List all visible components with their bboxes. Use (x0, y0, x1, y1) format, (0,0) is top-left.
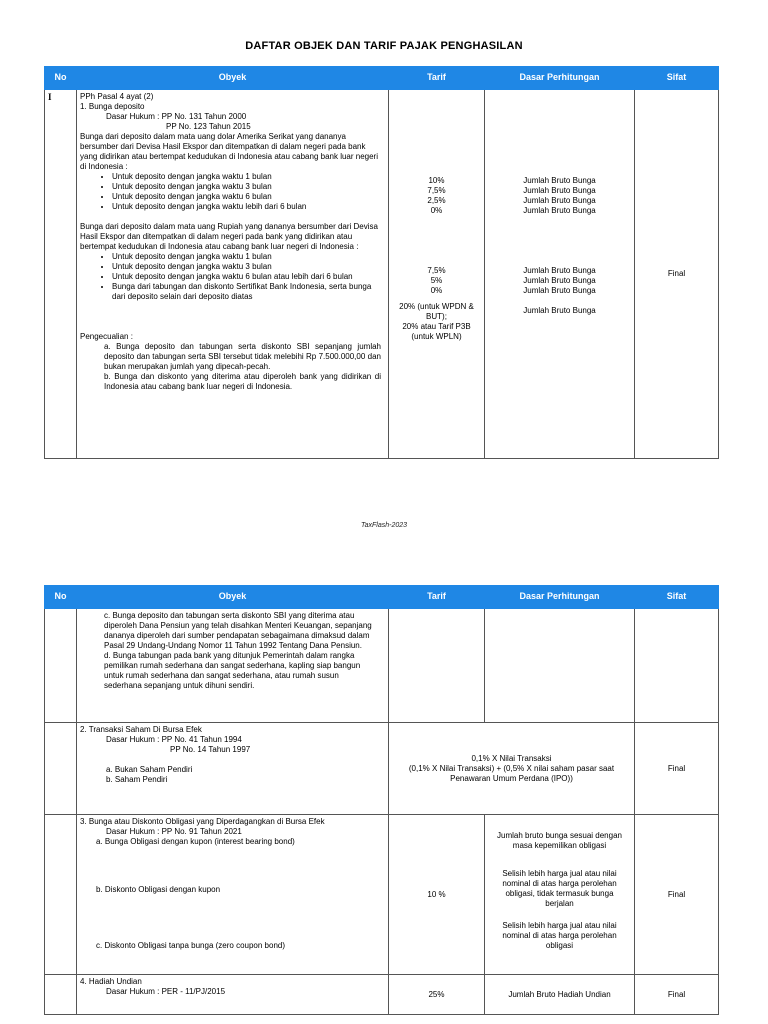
dasar-value: Jumlah Bruto Bunga (523, 306, 596, 315)
item-title: 1. Bunga deposito (80, 102, 145, 111)
dasar-cell (485, 815, 635, 975)
table-row (45, 815, 719, 975)
dasar-cell: Jumlah Bruto Hadiah Undian (485, 975, 635, 1015)
header-sifat: Sifat (635, 586, 719, 609)
footer-label: TaxFlash-2023 (360, 522, 408, 529)
tarif-cell: 25% (389, 975, 485, 1015)
table-row (45, 975, 719, 1015)
dasar-value: Jumlah Bruto Bunga (523, 286, 596, 295)
tarif-cell: 10 % (389, 815, 485, 975)
dasar-value: Selisih lebih harga jual atau nilai nominal di atas harga perolehan obligasi, tidak termasuk bunga berjalan (502, 869, 617, 908)
header-obyek: Obyek (77, 67, 389, 90)
table-row (45, 723, 719, 815)
obyek-cell (77, 723, 389, 815)
legal-basis-2: PP No. 14 Tahun 1997 (170, 745, 251, 754)
dasar-value: Jumlah Bruto Bunga (523, 266, 596, 275)
tarif-value: 7,5% (427, 186, 446, 195)
header-obyek: Obyek (77, 586, 389, 609)
tarif-value: 10% (428, 176, 445, 185)
tarif-value: 7,5% (427, 266, 446, 275)
header-sifat: Sifat (635, 67, 719, 90)
tarif-value: 20% atau Tarif P3B (untuk WPLN) (402, 322, 471, 341)
dasar-value: Jumlah Bruto Bunga (523, 176, 596, 185)
list-item: • Untuk deposito dengan jangka waktu 1 bulan (112, 172, 385, 182)
exception-d: d. Bunga tabungan pada bank yang ditunjuk Pemerintah dalam rangka pemilikan rumah sederhana dan sangat sederhana, kapling siap bangun untuk rumah sederhana dan sangat sederhana, atau rumah susun sederhana sepanjang untuk dihuni sendiri. (104, 651, 361, 690)
paragraph-usd-deposit: Bunga dari deposito dalam mata uang dolar Amerika Serikat yang dananya bersumber dari Devisa Hasil Ekspor dan ditempatkan di dalam negeri pada bank yang didirikan atau bertempat kedudukan di Indonesia atau cabang bank luar negeri di Indonesia : (80, 132, 378, 171)
tarif-value: (0,1% X Nilai Transaksi) + (0,5% X nilai saham pasar saat Penawaran Umum Perdana (IPO)) (408, 763, 615, 783)
dasar-cell (485, 90, 635, 459)
tarif-value: 0% (430, 286, 443, 295)
legal-basis: Dasar Hukum : PP No. 131 Tahun 2000 (106, 112, 247, 121)
list-item: • Untuk deposito dengan jangka waktu 6 bulan (112, 192, 385, 202)
legal-basis-2: PP No. 123 Tahun 2015 (166, 122, 251, 131)
section-heading: PPh Pasal 4 ayat (2) (80, 92, 154, 101)
tarif-value: 0% (430, 206, 443, 215)
exception-b: b. Bunga dan diskonto yang diterima atau diperoleh bank yang didirikan di Indonesia atau cabang bank luar negeri di Indonesia. (104, 372, 381, 391)
page-title: DAFTAR OBJEK DAN TARIF PAJAK PENGHASILAN (245, 40, 523, 52)
table-header-row (45, 67, 719, 90)
list-item: • Bunga dari tabungan dan diskonto Sertifikat Bank Indonesia, serta bunga dari deposito selain dari deposito diatas (112, 282, 385, 302)
tarif-value: 5% (430, 276, 443, 285)
item-title: 4. Hadiah Undian (80, 977, 142, 986)
sub-item-a: a. Bunga Obligasi dengan kupon (interest bearing bond) (96, 837, 295, 846)
dasar-value: Selisih lebih harga jual atau nilai nominal di atas harga perolehan obligasi (502, 921, 617, 950)
obyek-cell (77, 609, 389, 723)
list-item: • Untuk deposito dengan jangka waktu 6 bulan atau lebih dari 6 bulan (112, 272, 385, 282)
header-no: No (45, 67, 77, 90)
dasar-value: Jumlah Bruto Bunga (523, 196, 596, 205)
sifat-cell: Final (635, 815, 719, 975)
paragraph-idr-deposit: Bunga dari deposito dalam mata uang Rupiah yang dananya bersumber dari Devisa Hasil Ekspor dan ditempatkan di dalam negeri pada bank yang didirikan atau bertempat kedudukan di Indonesia atau cabang bank luar negeri di Indonesia : (80, 222, 378, 251)
sifat-cell: Final (635, 975, 719, 1015)
dasar-value: Jumlah Bruto Bunga (523, 186, 596, 195)
sub-item-b: b. Saham Pendiri (106, 775, 168, 784)
sub-item-a: a. Bukan Saham Pendiri (106, 765, 193, 774)
table-row (45, 609, 719, 723)
tarif-value: 2,5% (427, 196, 446, 205)
header-tarif: Tarif (389, 586, 485, 609)
list-item: • Untuk deposito dengan jangka waktu lebih dari 6 bulan (112, 202, 385, 212)
sifat-cell: Final (635, 723, 719, 815)
dasar-value: Jumlah bruto bunga sesuai dengan masa kepemilikan obligasi (497, 831, 622, 850)
bullet-list-idr (80, 252, 385, 302)
header-no: No (45, 586, 77, 609)
item-title: 3. Bunga atau Diskonto Obligasi yang Diperdagangkan di Bursa Efek (80, 817, 325, 826)
row-number: I (45, 90, 77, 459)
bullet-list-usd (80, 172, 385, 212)
sub-item-b: b. Diskonto Obligasi dengan kupon (96, 885, 221, 894)
sub-item-c: c. Diskonto Obligasi tanpa bunga (zero coupon bond) (96, 941, 286, 950)
dasar-value: Jumlah Bruto Bunga (523, 206, 596, 215)
list-item: • Untuk deposito dengan jangka waktu 3 bulan (112, 182, 385, 192)
table-row (45, 90, 719, 459)
obyek-cell (77, 815, 389, 975)
tax-table-page2 (44, 585, 719, 1015)
list-item: • Untuk deposito dengan jangka waktu 3 bulan (112, 262, 385, 272)
tax-table-page1 (44, 66, 719, 459)
obyek-cell (77, 975, 389, 1015)
exception-a: a. Bunga deposito dan tabungan serta diskonto SBI sepanjang jumlah deposito dan tabungan serta SBI tersebut tidak melebihi Rp 7.500.000,00 dan bukan merupakan jumlah yang dipecah-pecah. (104, 342, 381, 371)
table-header-row (45, 586, 719, 609)
header-tarif: Tarif (389, 67, 485, 90)
tarif-cell (389, 723, 635, 815)
dasar-value: Jumlah Bruto Bunga (523, 276, 596, 285)
exception-c: c. Bunga deposito dan tabungan serta diskonto SBI yang diterima atau diperoleh Dana Pensiun yang telah disahkan Menteri Keuangan, sepanjang dananya diperoleh dari sumber pendapatan sebagaimana dimaksud dalam Pasal 29 Undang-Undang Nomor 11 Tahun 1992 Tentang Dana Pensiun. (104, 611, 372, 650)
header-dasar-perhitungan: Dasar Perhitungan (485, 586, 635, 609)
legal-basis: Dasar Hukum : PP No. 91 Tahun 2021 (106, 827, 242, 836)
legal-basis: Dasar Hukum : PP No. 41 Tahun 1994 (106, 735, 242, 744)
header-dasar-perhitungan: Dasar Perhitungan (485, 67, 635, 90)
legal-basis: Dasar Hukum : PER - 11/PJ/2015 (106, 987, 226, 996)
tarif-value: 0,1% X Nilai Transaksi (471, 753, 552, 763)
item-title: 2. Transaksi Saham Di Bursa Efek (80, 725, 202, 734)
list-item: • Untuk deposito dengan jangka waktu 1 bulan (112, 252, 385, 262)
tarif-value: 20% (untuk WPDN & BUT); (399, 302, 474, 321)
obyek-cell (77, 90, 389, 459)
sifat-cell: Final (635, 90, 719, 459)
tarif-cell (389, 90, 485, 459)
exceptions-heading: Pengecualian : (80, 332, 133, 341)
